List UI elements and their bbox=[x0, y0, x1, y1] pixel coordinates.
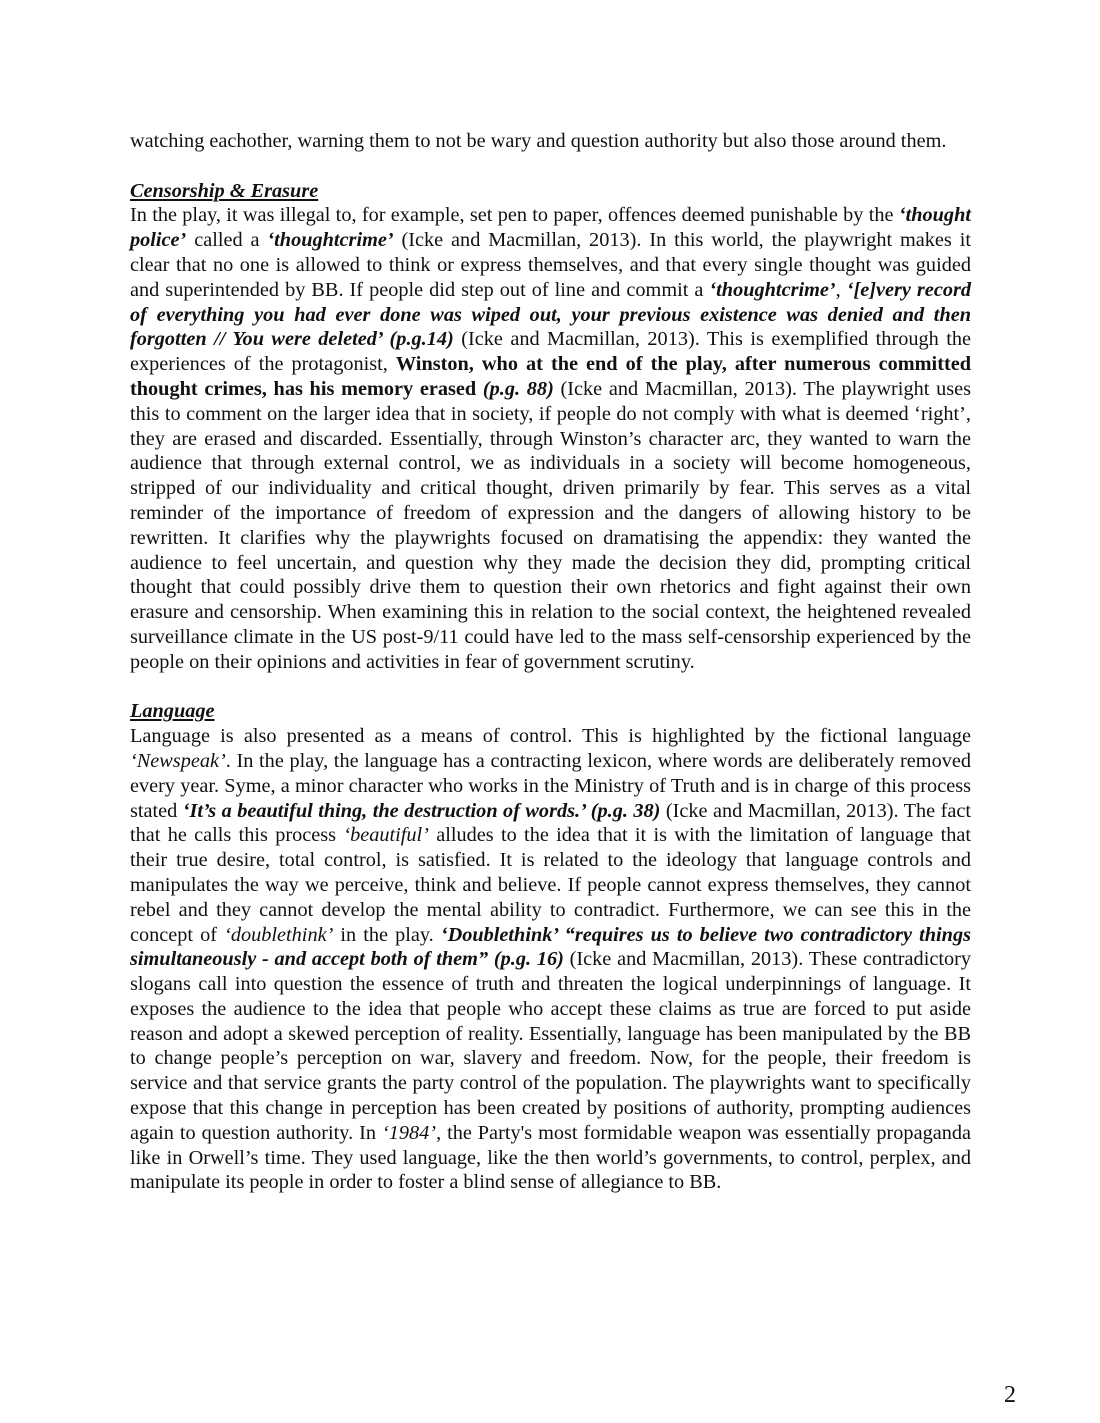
page-number: 2 bbox=[1004, 1382, 1016, 1408]
quote-destruction-of-words: ‘It’s a beautiful thing, the destruction of words.’ (p.g. 38) bbox=[182, 799, 661, 822]
text-run: (Icke and Macmillan, 2013). These contradictory slogans call into question the essence of truth and threaten the logical underpinnings of language. It exposes the audience to the idea that people who accept these claims as true are forced to put aside reason and adopt a skewed perception of reality. Essentially, language has been manipulated by the BB to change people’s perception on war, slavery and freedom. Now, for the people, their freedom is service and that service grants the party control of the population. The playwrights want to specifically expose that this change in perception has been created by positions of authority, prompting audiences again to question authority. In bbox=[130, 948, 972, 1144]
intro-text: watching eachother, warning them to not be wary and question authority but also those around them. bbox=[130, 130, 947, 152]
text-run: in the play. bbox=[333, 923, 441, 946]
text-run: called a bbox=[186, 229, 268, 252]
language-heading: Language bbox=[130, 700, 215, 723]
text-run: (Icke and Macmillan, 2013). This is exemplified through the experiences of the protagonist, bbox=[130, 328, 971, 376]
quote-thought-police: ‘thought police’ bbox=[130, 204, 971, 252]
text-run: In the play, it was illegal to, for example, set pen to paper, offences deemed punishable by the bbox=[130, 204, 899, 227]
italic-1984: ‘1984’ bbox=[381, 1121, 437, 1144]
italic-doublethink: ‘doublethink’ bbox=[224, 923, 334, 946]
text-run: . In the play, the language has a contracting lexicon, where words are deliberately removed every year. Syme, a minor character who works in the Ministry of Truth and is in charge of this process stated bbox=[130, 749, 971, 822]
quote-record-wiped: ‘[e]very record of everything you had ever done was wiped out, your previous existence was denied and then forgotten // You were deleted’ (p.g.14) bbox=[130, 278, 971, 351]
text-run: (Icke and Macmillan, 2013). The playwright uses this to comment on the larger idea that in society, if people do not comply with what is deemed ‘right’, they are erased and discarded. Essentially, through Winston’s character arc, they wanted to warn the audience that through external control, we as individuals in a society will become homogeneous, stripped of our individuality and critical thought, driven primarily by fear. This serves as a vital reminder of the importance of freedom of expression and the dangers of allowing history to be rewritten. It clarifies why the playwrights focused on dramatising the appendix: they wanted the audience to feel uncertain, and question why they made the decision they did, prompting critical thought that could possibly drive them to question their own rhetorics and fight against their own erasure and censorship. When examining this in relation to the social context, the heightened revealed surveillance climate in the US post-9/11 could have led to the mass self-censorship experienced by the people on their opinions and activities in fear of government scrutiny. bbox=[130, 377, 971, 673]
text-run: , the Party's most formidable weapon was essentially propaganda like in Orwell’s time. They used language, like the then world’s governments, to control, perplex, and manipulate its people in order to foster a blind sense of allegiance to BB. bbox=[130, 1121, 972, 1194]
text-run: (Icke and Macmillan, 2013). The fact that he calls this process bbox=[130, 799, 971, 847]
text-run bbox=[476, 378, 483, 400]
text-run: alludes to the idea that it is with the limitation of language that their true desire, total control, is satisfied. It is related to the ideology that language controls and manipulates the way we perceive, think and believe. If people cannot express themselves, they cannot rebel and they cannot develop the mental ability to contradict. Furthermore, we can see this in the concept of bbox=[130, 824, 971, 946]
censorship-heading: Censorship & Erasure bbox=[130, 179, 319, 202]
language-paragraph bbox=[130, 724, 971, 1195]
censorship-paragraph bbox=[130, 203, 971, 674]
quote-thoughtcrime: ‘thoughtcrime’ bbox=[267, 229, 394, 252]
page-reference: (p.g. 88) bbox=[482, 377, 554, 400]
text-run: Language is also presented as a means of control. This is highlighted by the fictional language bbox=[130, 725, 971, 748]
text-run: , bbox=[835, 278, 847, 301]
italic-beautiful: ‘beautiful’ bbox=[343, 824, 429, 847]
italic-newspeak: ‘Newspeak’ bbox=[130, 749, 226, 772]
bold-winston: Winston, who at the end of the play, after numerous committed thought crimes, has his memory erased bbox=[130, 353, 971, 400]
paragraph-spacer bbox=[130, 154, 971, 179]
text-run: (Icke and Macmillan, 2013). In this world, the playwright makes it clear that no one is allowed to think or express themselves, and that every single thought was guided and superintended by BB. If people did step out of line and commit a bbox=[130, 229, 971, 301]
quote-thoughtcrime-2: ‘thoughtcrime’ bbox=[709, 278, 836, 301]
paragraph-spacer bbox=[130, 675, 971, 700]
document-body bbox=[130, 129, 971, 1195]
intro-paragraph bbox=[130, 129, 971, 154]
quote-doublethink: ‘Doublethink’ “requires us to believe two contradictory things simultaneously - and accept both of them” (p.g. 16) bbox=[130, 923, 971, 971]
